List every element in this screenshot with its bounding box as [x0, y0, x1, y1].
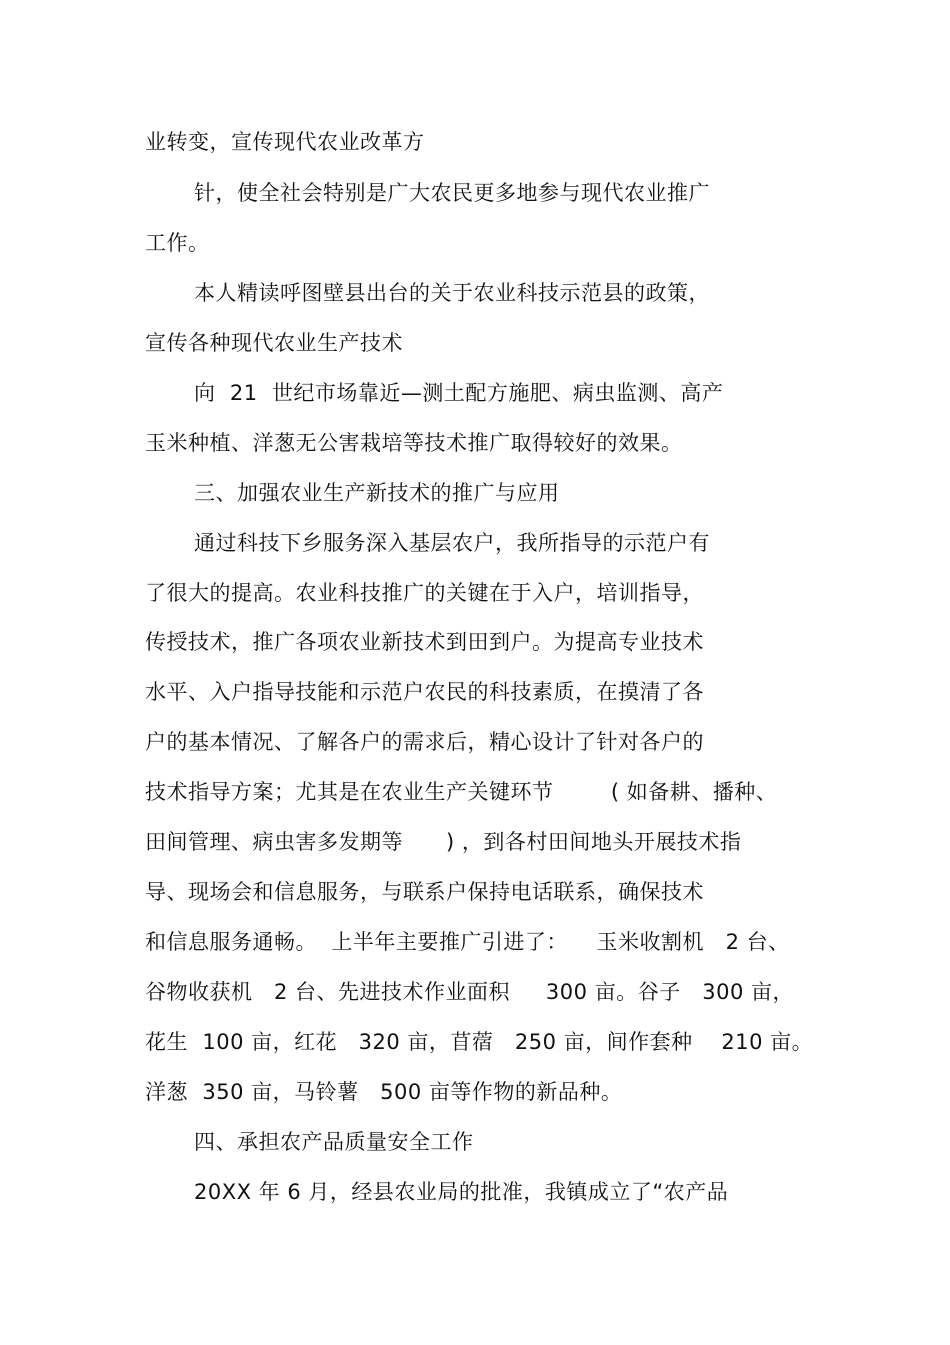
- text-line: 田间管理、病虫害多发期等 ) ，到各村田间地头开展技术指: [145, 830, 742, 854]
- text-line: 本人精读呼图壁县出台的关于农业科技示范县的政策，: [194, 281, 710, 305]
- text-line: 宣传各种现代农业生产技术: [145, 331, 403, 355]
- text-line: 了很大的提高。农业科技推广的关键在于入户，培训指导，: [145, 581, 704, 605]
- text-line: 针，使全社会特别是广大农民更多地参与现代农业推广: [194, 181, 710, 205]
- text-line: 通过科技下乡服务深入基层农户，我所指导的示范户有: [194, 531, 710, 555]
- section-heading: 四、承担农产品质量安全工作: [194, 1130, 474, 1154]
- text-line: 向 21 世纪市场靠近—测土配方施肥、病虫监测、高产: [194, 381, 724, 405]
- text-line: 工作。: [145, 231, 210, 255]
- text-line: 技术指导方案；尤其是在农业生产关键环节 ( 如备耕、播种、: [145, 780, 778, 804]
- text-line: 传授技术，推广各项农业新技术到田到户。为提高专业技术: [145, 630, 704, 654]
- text-line: 20XX 年 6 月，经县农业局的批准，我镇成立了“农产品: [194, 1180, 729, 1204]
- text-line: 玉米种植、洋葱无公害栽培等技术推广取得较好的效果。: [145, 431, 683, 455]
- text-line: 水平、入户指导技能和示范户农民的科技素质，在摸清了各: [145, 680, 704, 704]
- text-line: 花生 100 亩，红花 320 亩，苜蓿 250 亩，间作套种 210 亩。: [145, 1030, 814, 1054]
- text-line: 业转变，宣传现代农业改革方: [145, 130, 425, 154]
- section-heading: 三、加强农业生产新技术的推广与应用: [194, 481, 560, 505]
- text-line: 户的基本情况、了解各户的需求后，精心设计了针对各户的: [145, 730, 704, 754]
- text-line: 洋葱 350 亩，马铃薯 500 亩等作物的新品种。: [145, 1080, 623, 1104]
- text-line: 谷物收获机 2 台、先进技术作业面积 300 亩。谷子 300 亩，: [145, 980, 794, 1004]
- text-line: 导、现场会和信息服务，与联系户保持电话联系，确保技术: [145, 880, 704, 904]
- text-line: 和信息服务通畅。 上半年主要推广引进了： 玉米收割机 2 台、: [145, 930, 790, 954]
